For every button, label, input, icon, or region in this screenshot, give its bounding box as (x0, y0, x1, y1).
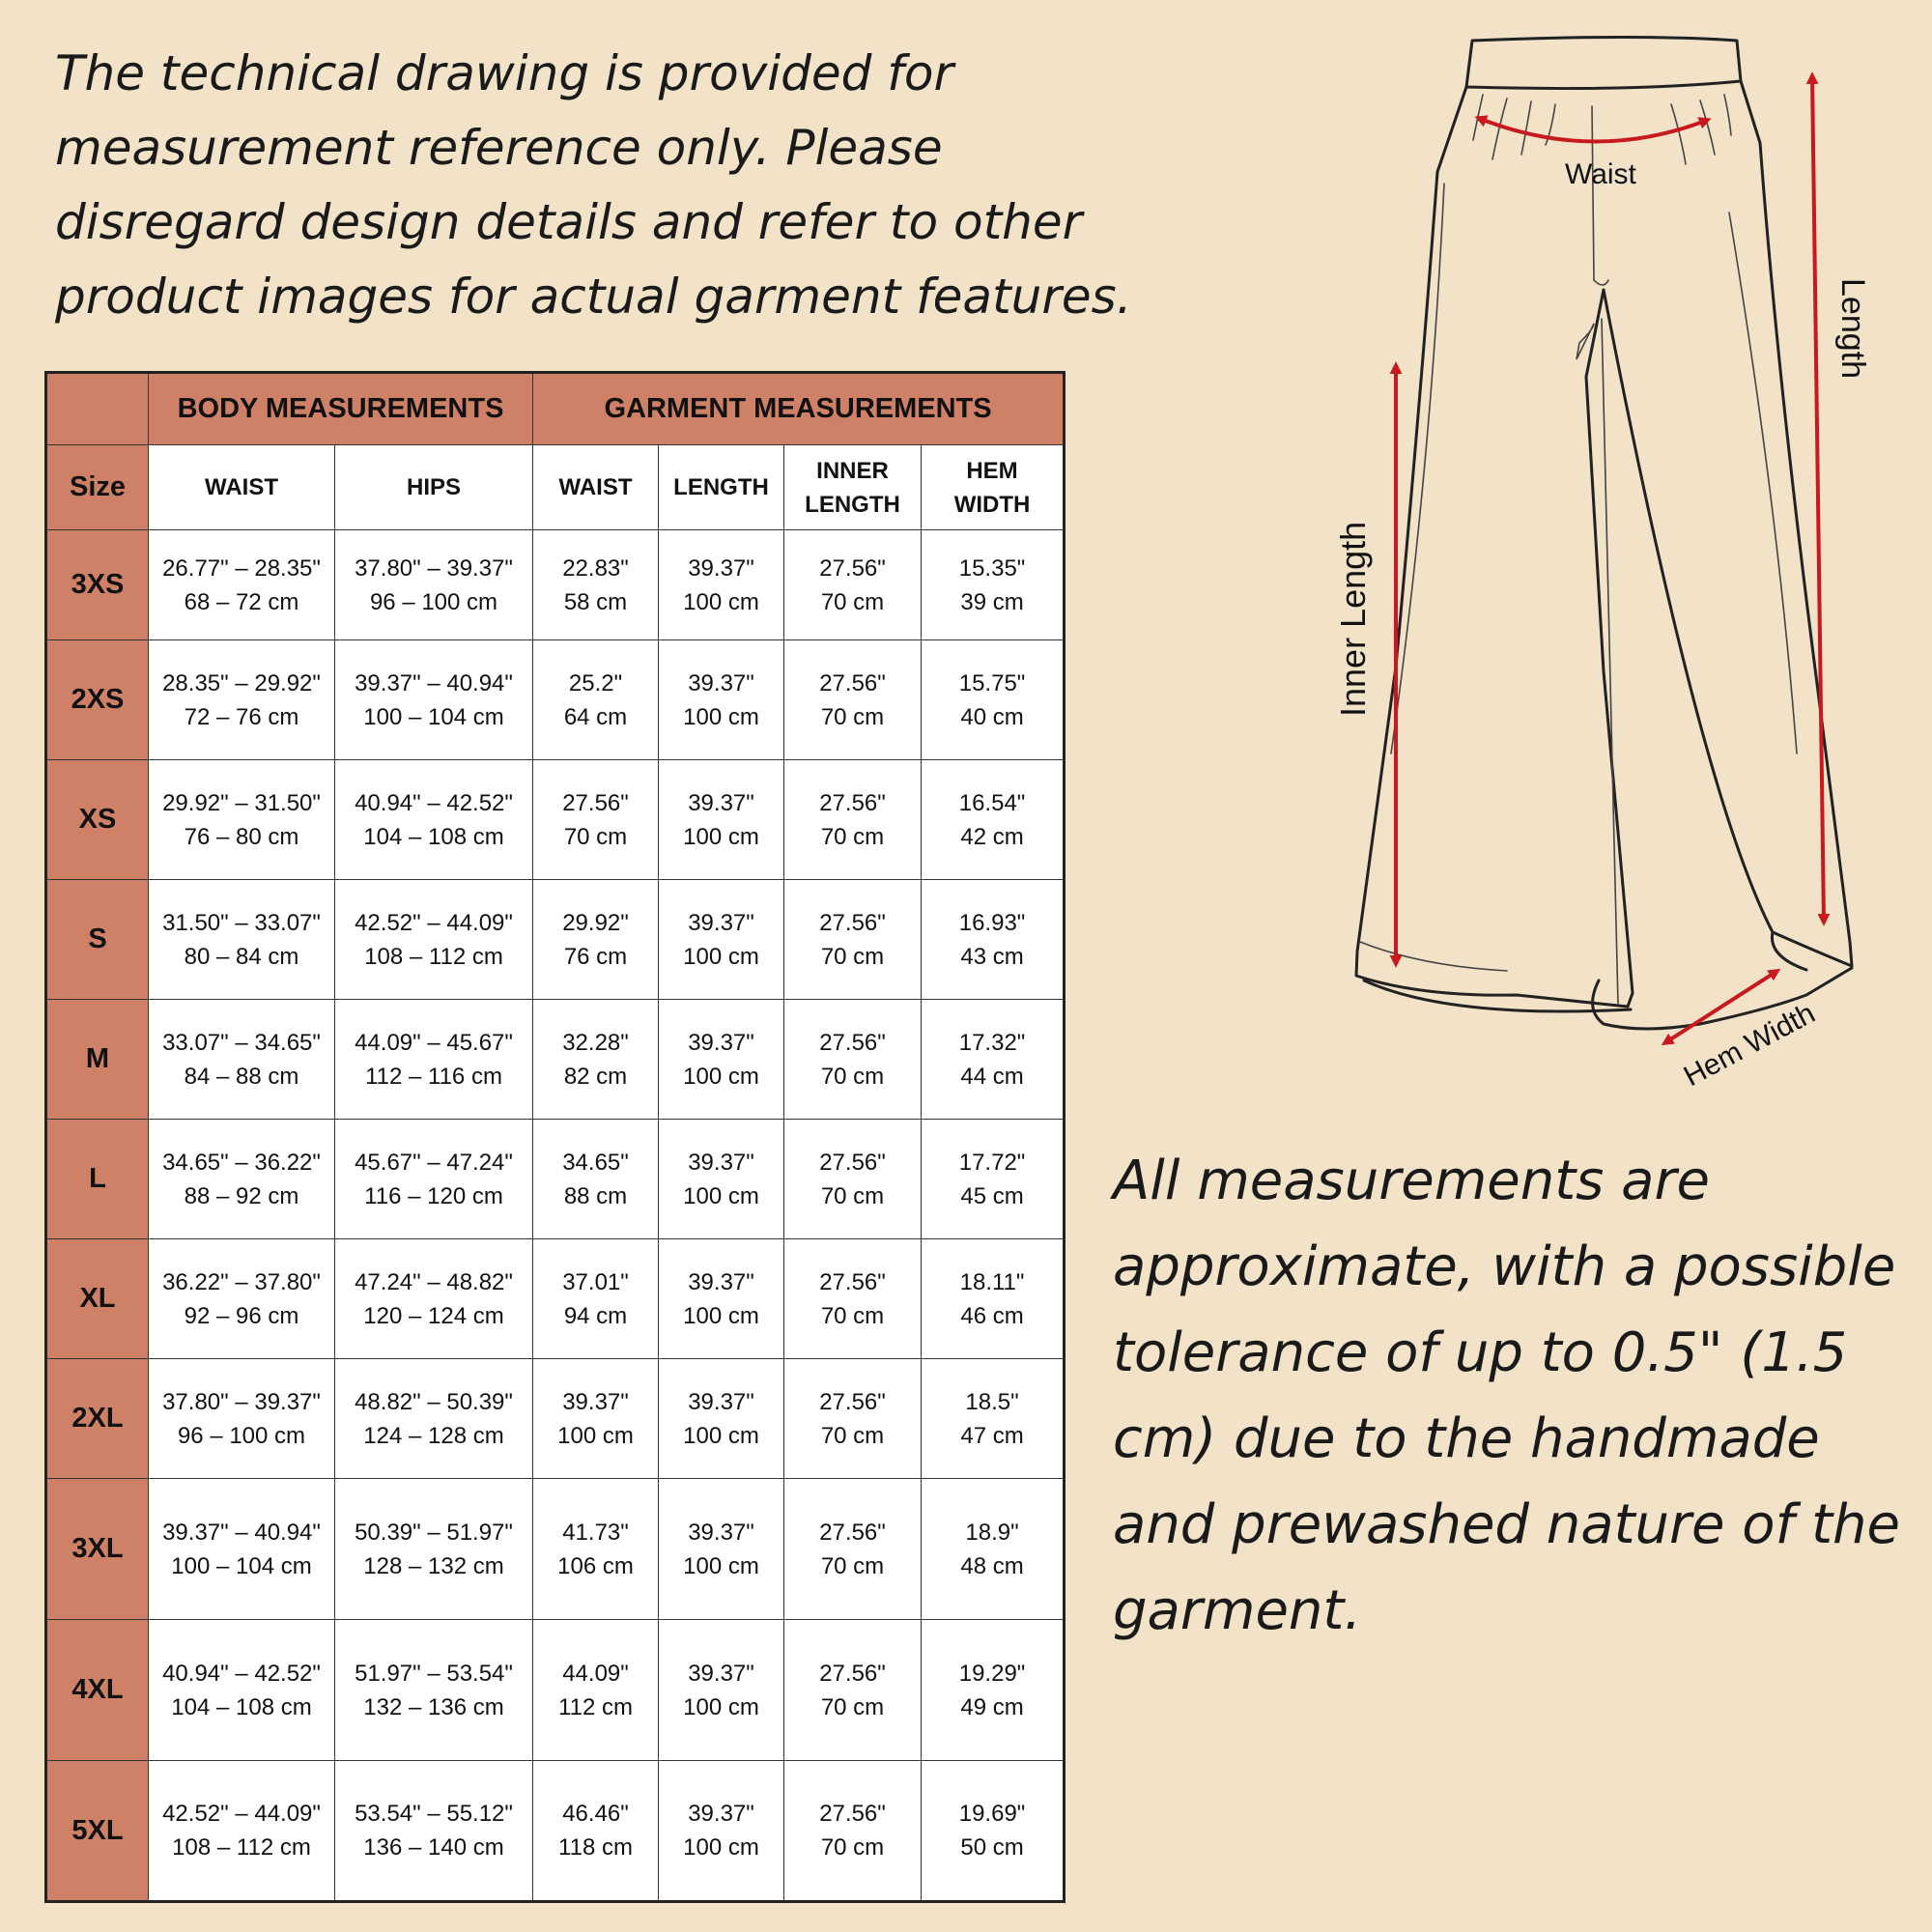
cm-value: 116 – 120 cm (364, 1182, 503, 1209)
inch-value: 26.77" – 28.35" (162, 554, 321, 582)
inch-value: 42.52" – 44.09" (355, 909, 513, 936)
cm-value: 82 cm (563, 1063, 628, 1090)
cm-value: 70 cm (820, 1834, 885, 1861)
inch-value: 27.56" (819, 1268, 886, 1295)
cm-value: 108 – 112 cm (364, 943, 503, 970)
cm-value: 100 cm (683, 943, 759, 970)
garment-length-cell (659, 1761, 784, 1902)
garment-waist-cell (533, 530, 659, 640)
cm-value: 100 cm (683, 1693, 759, 1720)
body-hips-cell (335, 530, 533, 640)
inch-value: 39.37" – 40.94" (162, 1519, 321, 1546)
size-label-cell: 3XL (46, 1479, 149, 1620)
cm-value: 104 – 108 cm (171, 1693, 312, 1720)
inch-value: 42.52" – 44.09" (162, 1801, 321, 1827)
garment-waist-cell (533, 640, 659, 760)
hem-width-cell (922, 760, 1065, 880)
cm-value: 100 cm (683, 1063, 759, 1090)
size-chart-table (44, 371, 1065, 1903)
body-waist-cell (149, 530, 335, 640)
pants-detail-lines (1360, 95, 1797, 1005)
cm-value: 124 – 128 cm (363, 1422, 504, 1449)
inner-length-cell (784, 1479, 922, 1620)
size-column-header: Size (46, 445, 149, 530)
body-hips-cell (335, 640, 533, 760)
table-row (46, 530, 1065, 640)
garment-waist-cell (533, 1359, 659, 1479)
cm-value: 100 – 104 cm (171, 1552, 312, 1579)
inch-value: 16.93" (958, 909, 1026, 936)
cm-value: 70 cm (820, 1422, 885, 1449)
inch-value: 39.37" (688, 1388, 754, 1415)
inch-value: 41.73" (562, 1519, 629, 1546)
inch-value: 27.56" (819, 554, 886, 582)
inner-length-cell (784, 1120, 922, 1239)
size-label-cell: 3XS (46, 530, 149, 640)
cm-value: 100 cm (683, 1302, 759, 1329)
garment-waist-cell (533, 1620, 659, 1761)
body-waist-cell (149, 640, 335, 760)
tolerance-note: All measurements are approximate, with a possible tolerance of up to 0.5" (1.5 cm) due to the handmade and prewashed nature of the garment. (1113, 1150, 1900, 1642)
garment-waist-cell (533, 880, 659, 1000)
cm-value: 100 – 104 cm (363, 703, 504, 730)
inch-value: 39.37" (688, 1519, 754, 1546)
cm-value: 70 cm (820, 1182, 885, 1209)
garment-length-cell (659, 530, 784, 640)
inch-value: 39.37" – 40.94" (355, 669, 513, 696)
inner-length-cell (784, 760, 922, 880)
inch-value: 36.22" – 37.80" (162, 1268, 321, 1295)
inch-value: 27.56" (819, 909, 886, 936)
garment-length-cell (659, 880, 784, 1000)
garment-length-cell (659, 1239, 784, 1359)
inch-value: 39.37" (688, 1660, 754, 1687)
garment-length-cell (659, 760, 784, 880)
inch-value: 15.75" (958, 669, 1026, 696)
inch-value: 27.56" (819, 789, 886, 816)
table-row (46, 1120, 1065, 1239)
body-hips-cell (335, 1620, 533, 1761)
cm-value: 68 – 72 cm (184, 588, 299, 615)
size-label-cell: S (46, 880, 149, 1000)
waist-label: Waist (1565, 158, 1636, 190)
cm-value: 100 cm (683, 1422, 759, 1449)
cm-value: 70 cm (563, 823, 628, 850)
inch-value: 39.37" (688, 554, 754, 582)
body-measurements-header: BODY MEASUREMENTS (149, 373, 533, 445)
inner-length-header: INNER LENGTH (784, 445, 922, 530)
hem-width-cell (922, 880, 1065, 1000)
inch-value: 46.46" (562, 1801, 629, 1827)
cm-value: 88 – 92 cm (184, 1182, 299, 1209)
cm-value: 40 cm (960, 703, 1024, 730)
inch-value: 18.11" (959, 1268, 1025, 1295)
cm-value: 70 cm (820, 703, 885, 730)
cm-value: 132 – 136 cm (363, 1693, 504, 1720)
inch-value: 37.80" – 39.37" (162, 1388, 321, 1415)
cm-value: 100 cm (683, 823, 759, 850)
cm-value: 94 cm (563, 1302, 628, 1329)
inch-value: 39.37" (562, 1388, 629, 1415)
cm-value: 108 – 112 cm (172, 1834, 311, 1861)
inner-length-cell (784, 880, 922, 1000)
inch-value: 39.37" (688, 1801, 754, 1827)
cm-value: 112 – 116 cm (365, 1063, 502, 1090)
length-arrow (1812, 75, 1824, 923)
size-label-cell: 2XL (46, 1359, 149, 1479)
inch-value: 19.69" (958, 1801, 1026, 1827)
inch-value: 39.37" (688, 1029, 754, 1056)
inch-value: 39.37" (688, 789, 754, 816)
size-label-cell: 4XL (46, 1620, 149, 1761)
table-row (46, 640, 1065, 760)
cm-value: 80 – 84 cm (184, 943, 299, 970)
cm-value: 70 cm (820, 823, 885, 850)
body-hips-header: HIPS (335, 445, 533, 530)
size-label-cell: 2XS (46, 640, 149, 760)
inch-value: 48.82" – 50.39" (355, 1388, 513, 1415)
cm-value: 72 – 76 cm (184, 703, 299, 730)
body-waist-cell (149, 1120, 335, 1239)
inch-value: 34.65" – 36.22" (162, 1149, 321, 1176)
inch-value: 37.80" – 39.37" (355, 554, 513, 582)
inch-value: 28.35" – 29.92" (162, 669, 321, 696)
hem-width-cell (922, 1239, 1065, 1359)
cm-value: 70 cm (820, 1693, 885, 1720)
inch-value: 27.56" (819, 1388, 886, 1415)
cm-value: 76 cm (563, 943, 628, 970)
inner-length-cell (784, 1620, 922, 1761)
cm-value: 48 cm (960, 1552, 1024, 1579)
garment-waist-cell (533, 1239, 659, 1359)
inch-value: 51.97" – 53.54" (355, 1660, 513, 1687)
body-waist-cell (149, 1359, 335, 1479)
cm-value: 120 – 124 cm (363, 1302, 504, 1329)
inch-value: 37.01" (562, 1268, 629, 1295)
inch-value: 15.35" (958, 554, 1026, 582)
inch-value: 18.5" (965, 1388, 1019, 1415)
cm-value: 70 cm (820, 588, 885, 615)
garment-waist-cell (533, 1761, 659, 1902)
cm-value: 49 cm (960, 1693, 1024, 1720)
table-row (46, 880, 1065, 1000)
size-label-cell: L (46, 1120, 149, 1239)
garment-measurements-header: GARMENT MEASUREMENTS (533, 373, 1065, 445)
hem-width-cell (922, 1359, 1065, 1479)
inner-length-cell (784, 1761, 922, 1902)
cm-value: 96 – 100 cm (177, 1422, 306, 1449)
inch-value: 39.37" (688, 1268, 754, 1295)
cm-value: 128 – 132 cm (363, 1552, 504, 1579)
inner-length-cell (784, 530, 922, 640)
inner-length-label: Inner Length (1333, 521, 1373, 717)
body-hips-cell (335, 1479, 533, 1620)
body-hips-cell (335, 1239, 533, 1359)
hem-width-cell (922, 1000, 1065, 1120)
inch-value: 27.56" (819, 669, 886, 696)
cm-value: 136 – 140 cm (363, 1834, 504, 1861)
table-row (46, 1761, 1065, 1902)
inch-value: 27.56" (819, 1519, 886, 1546)
size-label-cell: M (46, 1000, 149, 1120)
garment-waist-cell (533, 1479, 659, 1620)
body-hips-cell (335, 1761, 533, 1902)
body-waist-cell (149, 760, 335, 880)
hem-width-cell (922, 1479, 1065, 1620)
inch-value: 17.72" (958, 1149, 1026, 1176)
inner-length-cell (784, 1000, 922, 1120)
garment-length-cell (659, 1620, 784, 1761)
intro-text: The technical drawing is provided for measurement reference only. Please disregard design details and refer to other product images for actual garment features. (55, 45, 1132, 325)
inch-value: 47.24" – 48.82" (355, 1268, 513, 1295)
cm-value: 100 cm (683, 588, 759, 615)
cm-value: 64 cm (563, 703, 628, 730)
cm-value: 100 cm (557, 1422, 634, 1449)
inch-value: 34.65" (562, 1149, 629, 1176)
body-hips-cell (335, 880, 533, 1000)
body-hips-cell (335, 1120, 533, 1239)
size-label-cell: 5XL (46, 1761, 149, 1902)
garment-waist-cell (533, 1000, 659, 1120)
garment-length-cell (659, 1479, 784, 1620)
inch-value: 45.67" – 47.24" (355, 1149, 513, 1176)
garment-waist-header: WAIST (533, 445, 659, 530)
table-row (46, 1359, 1065, 1479)
header-corner (46, 373, 149, 445)
inch-value: 40.94" – 42.52" (162, 1660, 321, 1687)
hem-width-cell (922, 1620, 1065, 1761)
cm-value: 70 cm (820, 1552, 885, 1579)
garment-length-cell (659, 640, 784, 760)
inch-value: 39.37" (688, 909, 754, 936)
cm-value: 45 cm (960, 1182, 1024, 1209)
cm-value: 58 cm (563, 588, 628, 615)
cm-value: 100 cm (683, 1182, 759, 1209)
body-waist-cell (149, 1479, 335, 1620)
garment-waist-cell (533, 760, 659, 880)
cm-value: 43 cm (960, 943, 1024, 970)
cm-value: 42 cm (960, 823, 1024, 850)
table-row (46, 1239, 1065, 1359)
body-hips-cell (335, 760, 533, 880)
table-row (46, 760, 1065, 880)
body-waist-cell (149, 880, 335, 1000)
inch-value: 27.56" (819, 1029, 886, 1056)
inch-value: 27.56" (819, 1149, 886, 1176)
cm-value: 47 cm (960, 1422, 1024, 1449)
inch-value: 27.56" (562, 789, 629, 816)
garment-waist-cell (533, 1120, 659, 1239)
table-row (46, 1479, 1065, 1620)
inch-value: 44.09" (562, 1660, 629, 1687)
garment-length-cell (659, 1359, 784, 1479)
garment-length-cell (659, 1000, 784, 1120)
cm-value: 104 – 108 cm (363, 823, 504, 850)
inch-value: 19.29" (958, 1660, 1026, 1687)
cm-value: 100 cm (683, 1552, 759, 1579)
cm-value: 100 cm (683, 703, 759, 730)
cm-value: 100 cm (683, 1834, 759, 1861)
garment-length-header: LENGTH (659, 445, 784, 530)
cm-value: 46 cm (960, 1302, 1024, 1329)
hem-width-cell (922, 530, 1065, 640)
cm-value: 44 cm (960, 1063, 1024, 1090)
hem-width-cell (922, 640, 1065, 760)
table-row (46, 1000, 1065, 1120)
body-waist-cell (149, 1000, 335, 1120)
inch-value: 50.39" – 51.97" (355, 1519, 513, 1546)
inch-value: 31.50" – 33.07" (162, 909, 321, 936)
inch-value: 27.56" (819, 1660, 886, 1687)
body-waist-cell (149, 1239, 335, 1359)
cm-value: 70 cm (820, 1302, 885, 1329)
inch-value: 16.54" (958, 789, 1026, 816)
inch-value: 32.28" (562, 1029, 629, 1056)
cm-value: 70 cm (820, 1063, 885, 1090)
pants-technical-drawing (1323, 29, 1871, 1121)
inch-value: 25.2" (568, 669, 623, 696)
inner-length-cell (784, 1239, 922, 1359)
body-waist-cell (149, 1761, 335, 1902)
inch-value: 40.94" – 42.52" (355, 789, 513, 816)
cm-value: 96 – 100 cm (369, 588, 498, 615)
length-label: Length (1834, 278, 1871, 379)
inner-length-cell (784, 640, 922, 760)
inch-value: 29.92" – 31.50" (162, 789, 321, 816)
cm-value: 92 – 96 cm (184, 1302, 299, 1329)
table-row (46, 1620, 1065, 1761)
cm-value: 112 cm (558, 1693, 633, 1720)
body-waist-header: WAIST (149, 445, 335, 530)
size-label-cell: XL (46, 1239, 149, 1359)
inch-value: 39.37" (688, 669, 754, 696)
hem-width-cell (922, 1120, 1065, 1239)
inch-value: 29.92" (562, 909, 629, 936)
cm-value: 39 cm (960, 588, 1024, 615)
inch-value: 17.32" (958, 1029, 1026, 1056)
cm-value: 84 – 88 cm (184, 1063, 299, 1090)
inch-value: 53.54" – 55.12" (355, 1801, 513, 1827)
cm-value: 76 – 80 cm (184, 823, 299, 850)
inch-value: 44.09" – 45.67" (355, 1029, 513, 1056)
size-label-cell: XS (46, 760, 149, 880)
cm-value: 88 cm (563, 1182, 628, 1209)
inch-value: 22.83" (562, 554, 629, 582)
body-hips-cell (335, 1000, 533, 1120)
cm-value: 118 cm (558, 1834, 633, 1861)
body-hips-cell (335, 1359, 533, 1479)
garment-length-cell (659, 1120, 784, 1239)
cm-value: 50 cm (960, 1834, 1024, 1861)
inch-value: 39.37" (688, 1149, 754, 1176)
body-waist-cell (149, 1620, 335, 1761)
inch-value: 27.56" (819, 1801, 886, 1827)
inner-length-cell (784, 1359, 922, 1479)
hem-width-header: HEM WIDTH (922, 445, 1065, 530)
cm-value: 106 cm (557, 1552, 634, 1579)
hem-width-label: Hem Width (1678, 997, 1821, 1094)
inch-value: 33.07" – 34.65" (162, 1029, 321, 1056)
cm-value: 70 cm (820, 943, 885, 970)
hem-width-cell (922, 1761, 1065, 1902)
inch-value: 18.9" (965, 1519, 1019, 1546)
